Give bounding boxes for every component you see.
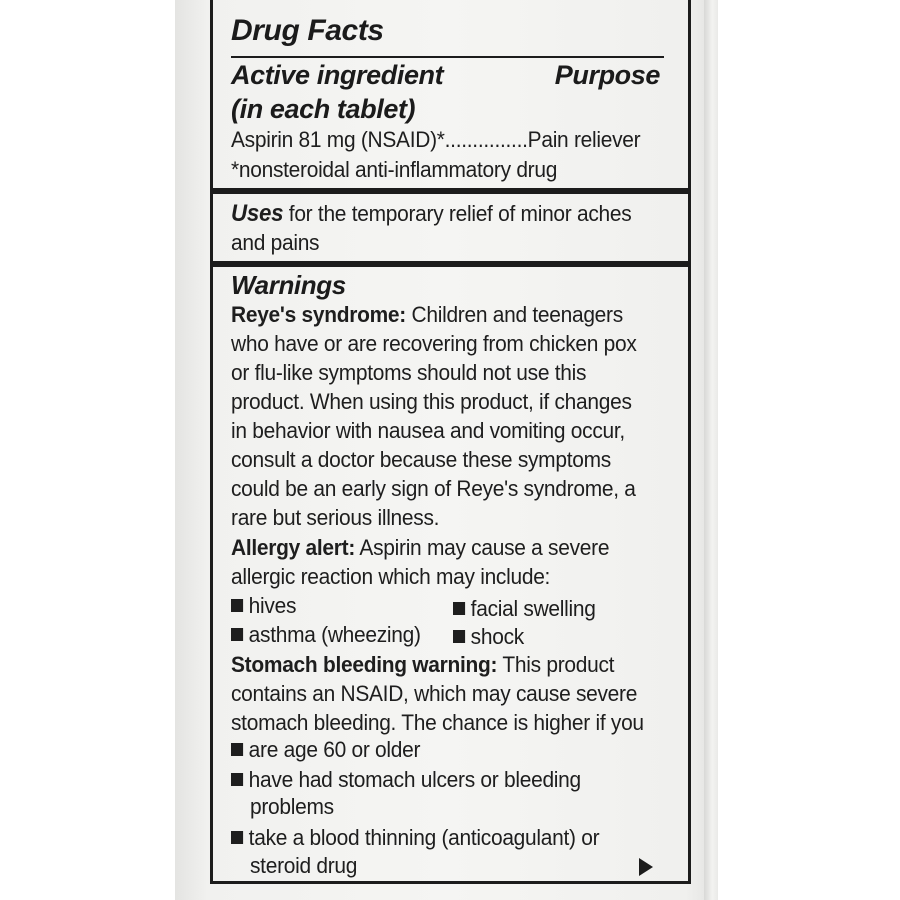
allergy-line: allergic reaction which may include:	[231, 564, 551, 589]
bullet-square-icon	[231, 831, 243, 844]
uses-label: Uses	[231, 200, 284, 227]
stomach-item-text: take a blood thinning (anticoagulant) or	[248, 825, 600, 850]
stomach-item-continued: steroid drug	[250, 853, 358, 878]
stomach-item-text: are age 60 or older	[248, 737, 421, 762]
allergy-text: Aspirin may cause a severe	[359, 535, 610, 560]
allergy-item	[231, 591, 296, 620]
section-divider	[213, 261, 688, 267]
stomach-item	[231, 823, 599, 852]
allergy-item	[231, 620, 421, 649]
bullet-square-icon	[453, 602, 465, 615]
allergy-item-text: shock	[470, 624, 524, 649]
stomach-item-continued: problems	[250, 794, 334, 819]
drug-facts-panel	[210, 0, 691, 884]
warnings-heading: Warnings	[231, 270, 346, 300]
right-triangle-icon	[639, 858, 653, 876]
reyes-line: or flu-like symptoms should not use this	[231, 360, 587, 385]
stomach-line	[231, 650, 614, 679]
stomach-text: This product	[502, 652, 615, 677]
ingredient-footnote: *nonsteroidal anti-inflammatory drug	[231, 157, 558, 182]
uses-line-2: and pains	[231, 230, 320, 255]
carton-edge	[704, 0, 718, 900]
stomach-item-text: have had stomach ulcers or bleeding	[248, 767, 581, 792]
stomach-item	[231, 735, 420, 764]
drug-facts-title: Drug Facts	[231, 14, 384, 47]
active-ingredient-heading: Active ingredient	[231, 60, 444, 90]
allergy-item-text: asthma (wheezing)	[248, 622, 421, 647]
allergy-line	[231, 533, 609, 562]
allergy-item	[453, 594, 596, 623]
reyes-text: Children and teenagers	[411, 302, 623, 327]
allergy-item-text: facial swelling	[470, 596, 596, 621]
stomach-line: stomach bleeding. The chance is higher if you	[231, 710, 644, 735]
active-ingredient-subheading: (in each tablet)	[231, 94, 416, 124]
reyes-line: in behavior with nausea and vomiting occur,	[231, 418, 625, 443]
background-left	[0, 0, 175, 900]
bullet-square-icon	[231, 599, 243, 612]
reyes-line: who have or are recovering from chicken pox	[231, 331, 637, 356]
allergy-label: Allergy alert:	[231, 535, 356, 560]
reyes-line: could be an early sign of Reye's syndrome, a	[231, 476, 636, 501]
section-divider	[213, 188, 688, 194]
allergy-item	[453, 622, 524, 651]
bullet-square-icon	[231, 743, 243, 756]
reyes-label: Reye's syndrome:	[231, 302, 406, 327]
allergy-item-text: hives	[248, 593, 297, 618]
reyes-line: product. When using this product, if changes	[231, 389, 632, 414]
reyes-line: consult a doctor because these symptoms	[231, 447, 611, 472]
purpose-heading: Purpose	[554, 60, 660, 90]
stomach-label: Stomach bleeding warning:	[231, 652, 498, 677]
reyes-line: rare but serious illness.	[231, 505, 440, 530]
reyes-line	[231, 300, 623, 329]
bullet-square-icon	[231, 773, 243, 786]
uses-line-1	[231, 199, 631, 228]
title-rule	[231, 56, 664, 58]
stomach-line: contains an NSAID, which may cause severe	[231, 681, 638, 706]
bullet-square-icon	[453, 630, 465, 643]
uses-text-1: for the temporary relief of minor aches	[288, 201, 632, 226]
bullet-square-icon	[231, 628, 243, 641]
stomach-item	[231, 765, 581, 794]
ingredient-line: Aspirin 81 mg (NSAID)*...............Pain reliever	[231, 127, 641, 152]
